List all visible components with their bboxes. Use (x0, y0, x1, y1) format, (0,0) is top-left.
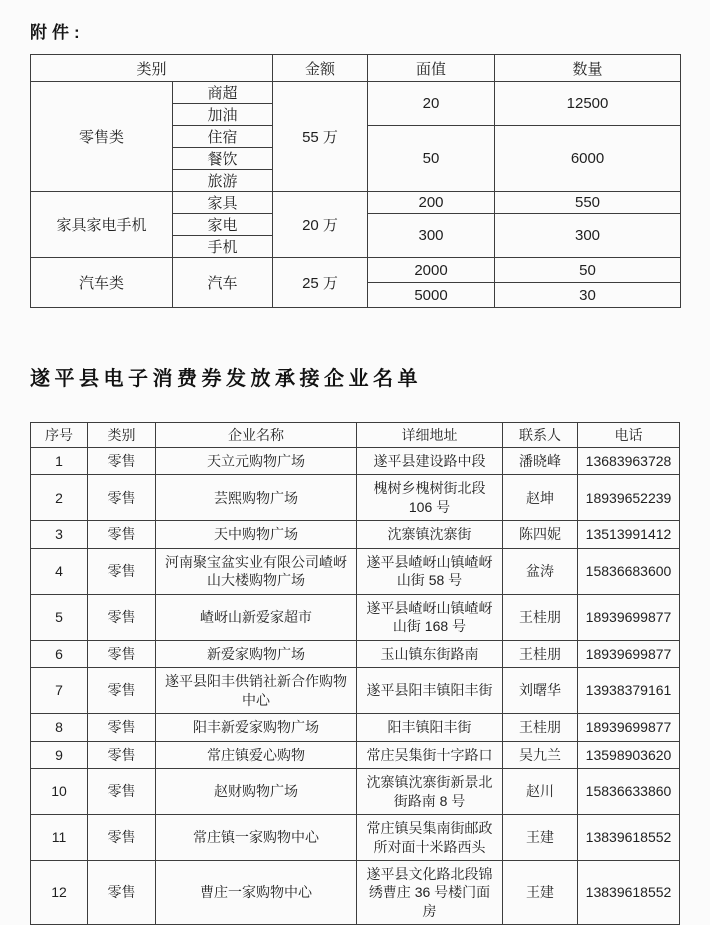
cell-company: 天中购物广场 (156, 521, 357, 548)
cell-contact: 赵坤 (503, 475, 578, 521)
cell-company: 常庄镇爱心购物 (156, 741, 357, 768)
category-cell: 汽车类 (31, 258, 173, 308)
cell-type: 零售 (88, 594, 156, 640)
cell-phone: 18939699877 (578, 594, 680, 640)
header-company: 企业名称 (156, 423, 357, 448)
cell-contact: 陈四妮 (503, 521, 578, 548)
cell-seq: 2 (31, 475, 88, 521)
cell-contact: 吴九兰 (503, 741, 578, 768)
cell-seq: 6 (31, 640, 88, 667)
cell-contact: 王桂朋 (503, 594, 578, 640)
table-row (31, 668, 680, 714)
face-value-cell: 200 (368, 192, 495, 214)
face-value-cell: 50 (368, 126, 495, 192)
cell-seq: 3 (31, 521, 88, 548)
cell-address: 遂平县嵖岈山镇嵖岈山街 168 号 (357, 594, 503, 640)
header-address: 详细地址 (357, 423, 503, 448)
voucher-table (30, 54, 681, 308)
cell-address: 遂平县文化路北段锦绣曹庄 36 号楼门面房 (357, 860, 503, 924)
cell-address: 玉山镇东街路南 (357, 640, 503, 667)
list-title: 遂平县电子消费券发放承接企业名单 (30, 368, 422, 390)
table-row (31, 640, 680, 667)
table-row (31, 815, 680, 861)
amount-cell: 25 万 (273, 258, 368, 308)
quantity-cell: 550 (495, 192, 681, 214)
cell-seq: 9 (31, 741, 88, 768)
cell-address: 遂平县建设路中段 (357, 448, 503, 475)
cell-contact: 盆涛 (503, 548, 578, 594)
cell-contact: 赵川 (503, 769, 578, 815)
table-row (31, 741, 680, 768)
header-amount: 金额 (273, 55, 368, 82)
category-cell: 零售类 (31, 82, 173, 192)
cell-address: 遂平县阳丰镇阳丰街 (357, 668, 503, 714)
cell-seq: 4 (31, 548, 88, 594)
cell-type: 零售 (88, 548, 156, 594)
quantity-cell: 300 (495, 214, 681, 258)
cell-address: 常庄镇吴集南街邮政所对面十米路西头 (357, 815, 503, 861)
cell-seq: 11 (31, 815, 88, 861)
subcategory-cell: 餐饮 (173, 148, 273, 170)
header-type: 类别 (88, 423, 156, 448)
amount-cell: 20 万 (273, 192, 368, 258)
cell-address: 阳丰镇阳丰街 (357, 714, 503, 741)
cell-type: 零售 (88, 741, 156, 768)
cell-seq: 5 (31, 594, 88, 640)
header-contact: 联系人 (503, 423, 578, 448)
table-header-row (31, 423, 680, 448)
table-header-row (31, 55, 681, 82)
cell-contact: 王建 (503, 860, 578, 924)
attachment-label: 附件: (30, 23, 85, 42)
cell-phone: 15836683600 (578, 548, 680, 594)
table-row (31, 192, 681, 214)
cell-type: 零售 (88, 521, 156, 548)
subcategory-cell: 汽车 (173, 258, 273, 308)
header-face-value: 面值 (368, 55, 495, 82)
table-row (31, 258, 681, 283)
cell-seq: 1 (31, 448, 88, 475)
table-row (31, 860, 680, 924)
quantity-cell: 50 (495, 258, 681, 283)
subcategory-cell: 加油 (173, 104, 273, 126)
cell-address: 沈寨镇沈寨街 (357, 521, 503, 548)
header-quantity: 数量 (495, 55, 681, 82)
cell-company: 河南聚宝盆实业有限公司嵖岈山大楼购物广场 (156, 548, 357, 594)
cell-company: 天立元购物广场 (156, 448, 357, 475)
cell-seq: 7 (31, 668, 88, 714)
cell-address: 遂平县嵖岈山镇嵖岈山街 58 号 (357, 548, 503, 594)
cell-type: 零售 (88, 448, 156, 475)
cell-company: 嵖岈山新爱家超市 (156, 594, 357, 640)
enterprise-table (30, 422, 680, 925)
cell-phone: 13513991412 (578, 521, 680, 548)
face-value-cell: 20 (368, 82, 495, 126)
cell-phone: 18939699877 (578, 714, 680, 741)
cell-type: 零售 (88, 475, 156, 521)
cell-company: 遂平县阳丰供销社新合作购物中心 (156, 668, 357, 714)
cell-phone: 13938379161 (578, 668, 680, 714)
cell-contact: 刘曙华 (503, 668, 578, 714)
cell-contact: 王桂朋 (503, 714, 578, 741)
table-row (31, 548, 680, 594)
quantity-cell: 12500 (495, 82, 681, 126)
cell-phone: 13839618552 (578, 815, 680, 861)
cell-type: 零售 (88, 769, 156, 815)
cell-contact: 王建 (503, 815, 578, 861)
cell-phone: 15836633860 (578, 769, 680, 815)
cell-type: 零售 (88, 640, 156, 667)
cell-phone: 18939699877 (578, 640, 680, 667)
cell-phone: 13683963728 (578, 448, 680, 475)
table-row (31, 448, 680, 475)
amount-cell: 55 万 (273, 82, 368, 192)
cell-phone: 18939652239 (578, 475, 680, 521)
table-row (31, 769, 680, 815)
cell-company: 常庄镇一家购物中心 (156, 815, 357, 861)
cell-phone: 13839618552 (578, 860, 680, 924)
cell-address: 常庄吴集街十字路口 (357, 741, 503, 768)
table-row (31, 714, 680, 741)
cell-seq: 8 (31, 714, 88, 741)
table-row (31, 82, 681, 104)
table-row (31, 594, 680, 640)
cell-type: 零售 (88, 860, 156, 924)
quantity-cell: 30 (495, 283, 681, 308)
face-value-cell: 5000 (368, 283, 495, 308)
cell-type: 零售 (88, 668, 156, 714)
cell-phone: 13598903620 (578, 741, 680, 768)
header-category: 类别 (31, 55, 273, 82)
header-phone: 电话 (578, 423, 680, 448)
cell-type: 零售 (88, 714, 156, 741)
cell-company: 赵财购物广场 (156, 769, 357, 815)
cell-contact: 王桂朋 (503, 640, 578, 667)
subcategory-cell: 住宿 (173, 126, 273, 148)
cell-company: 阳丰新爱家购物广场 (156, 714, 357, 741)
face-value-cell: 2000 (368, 258, 495, 283)
cell-address: 槐树乡槐树街北段 106 号 (357, 475, 503, 521)
cell-company: 芸熙购物广场 (156, 475, 357, 521)
cell-company: 曹庄一家购物中心 (156, 860, 357, 924)
table-row (31, 521, 680, 548)
cell-seq: 10 (31, 769, 88, 815)
face-value-cell: 300 (368, 214, 495, 258)
table-row (31, 475, 680, 521)
subcategory-cell: 家具 (173, 192, 273, 214)
subcategory-cell: 商超 (173, 82, 273, 104)
cell-type: 零售 (88, 815, 156, 861)
cell-address: 沈寨镇沈寨街新景北街路南 8 号 (357, 769, 503, 815)
cell-company: 新爱家购物广场 (156, 640, 357, 667)
cell-contact: 潘晓峰 (503, 448, 578, 475)
header-seq: 序号 (31, 423, 88, 448)
subcategory-cell: 家电 (173, 214, 273, 236)
quantity-cell: 6000 (495, 126, 681, 192)
cell-seq: 12 (31, 860, 88, 924)
category-cell: 家具家电手机 (31, 192, 173, 258)
subcategory-cell: 手机 (173, 236, 273, 258)
subcategory-cell: 旅游 (173, 170, 273, 192)
